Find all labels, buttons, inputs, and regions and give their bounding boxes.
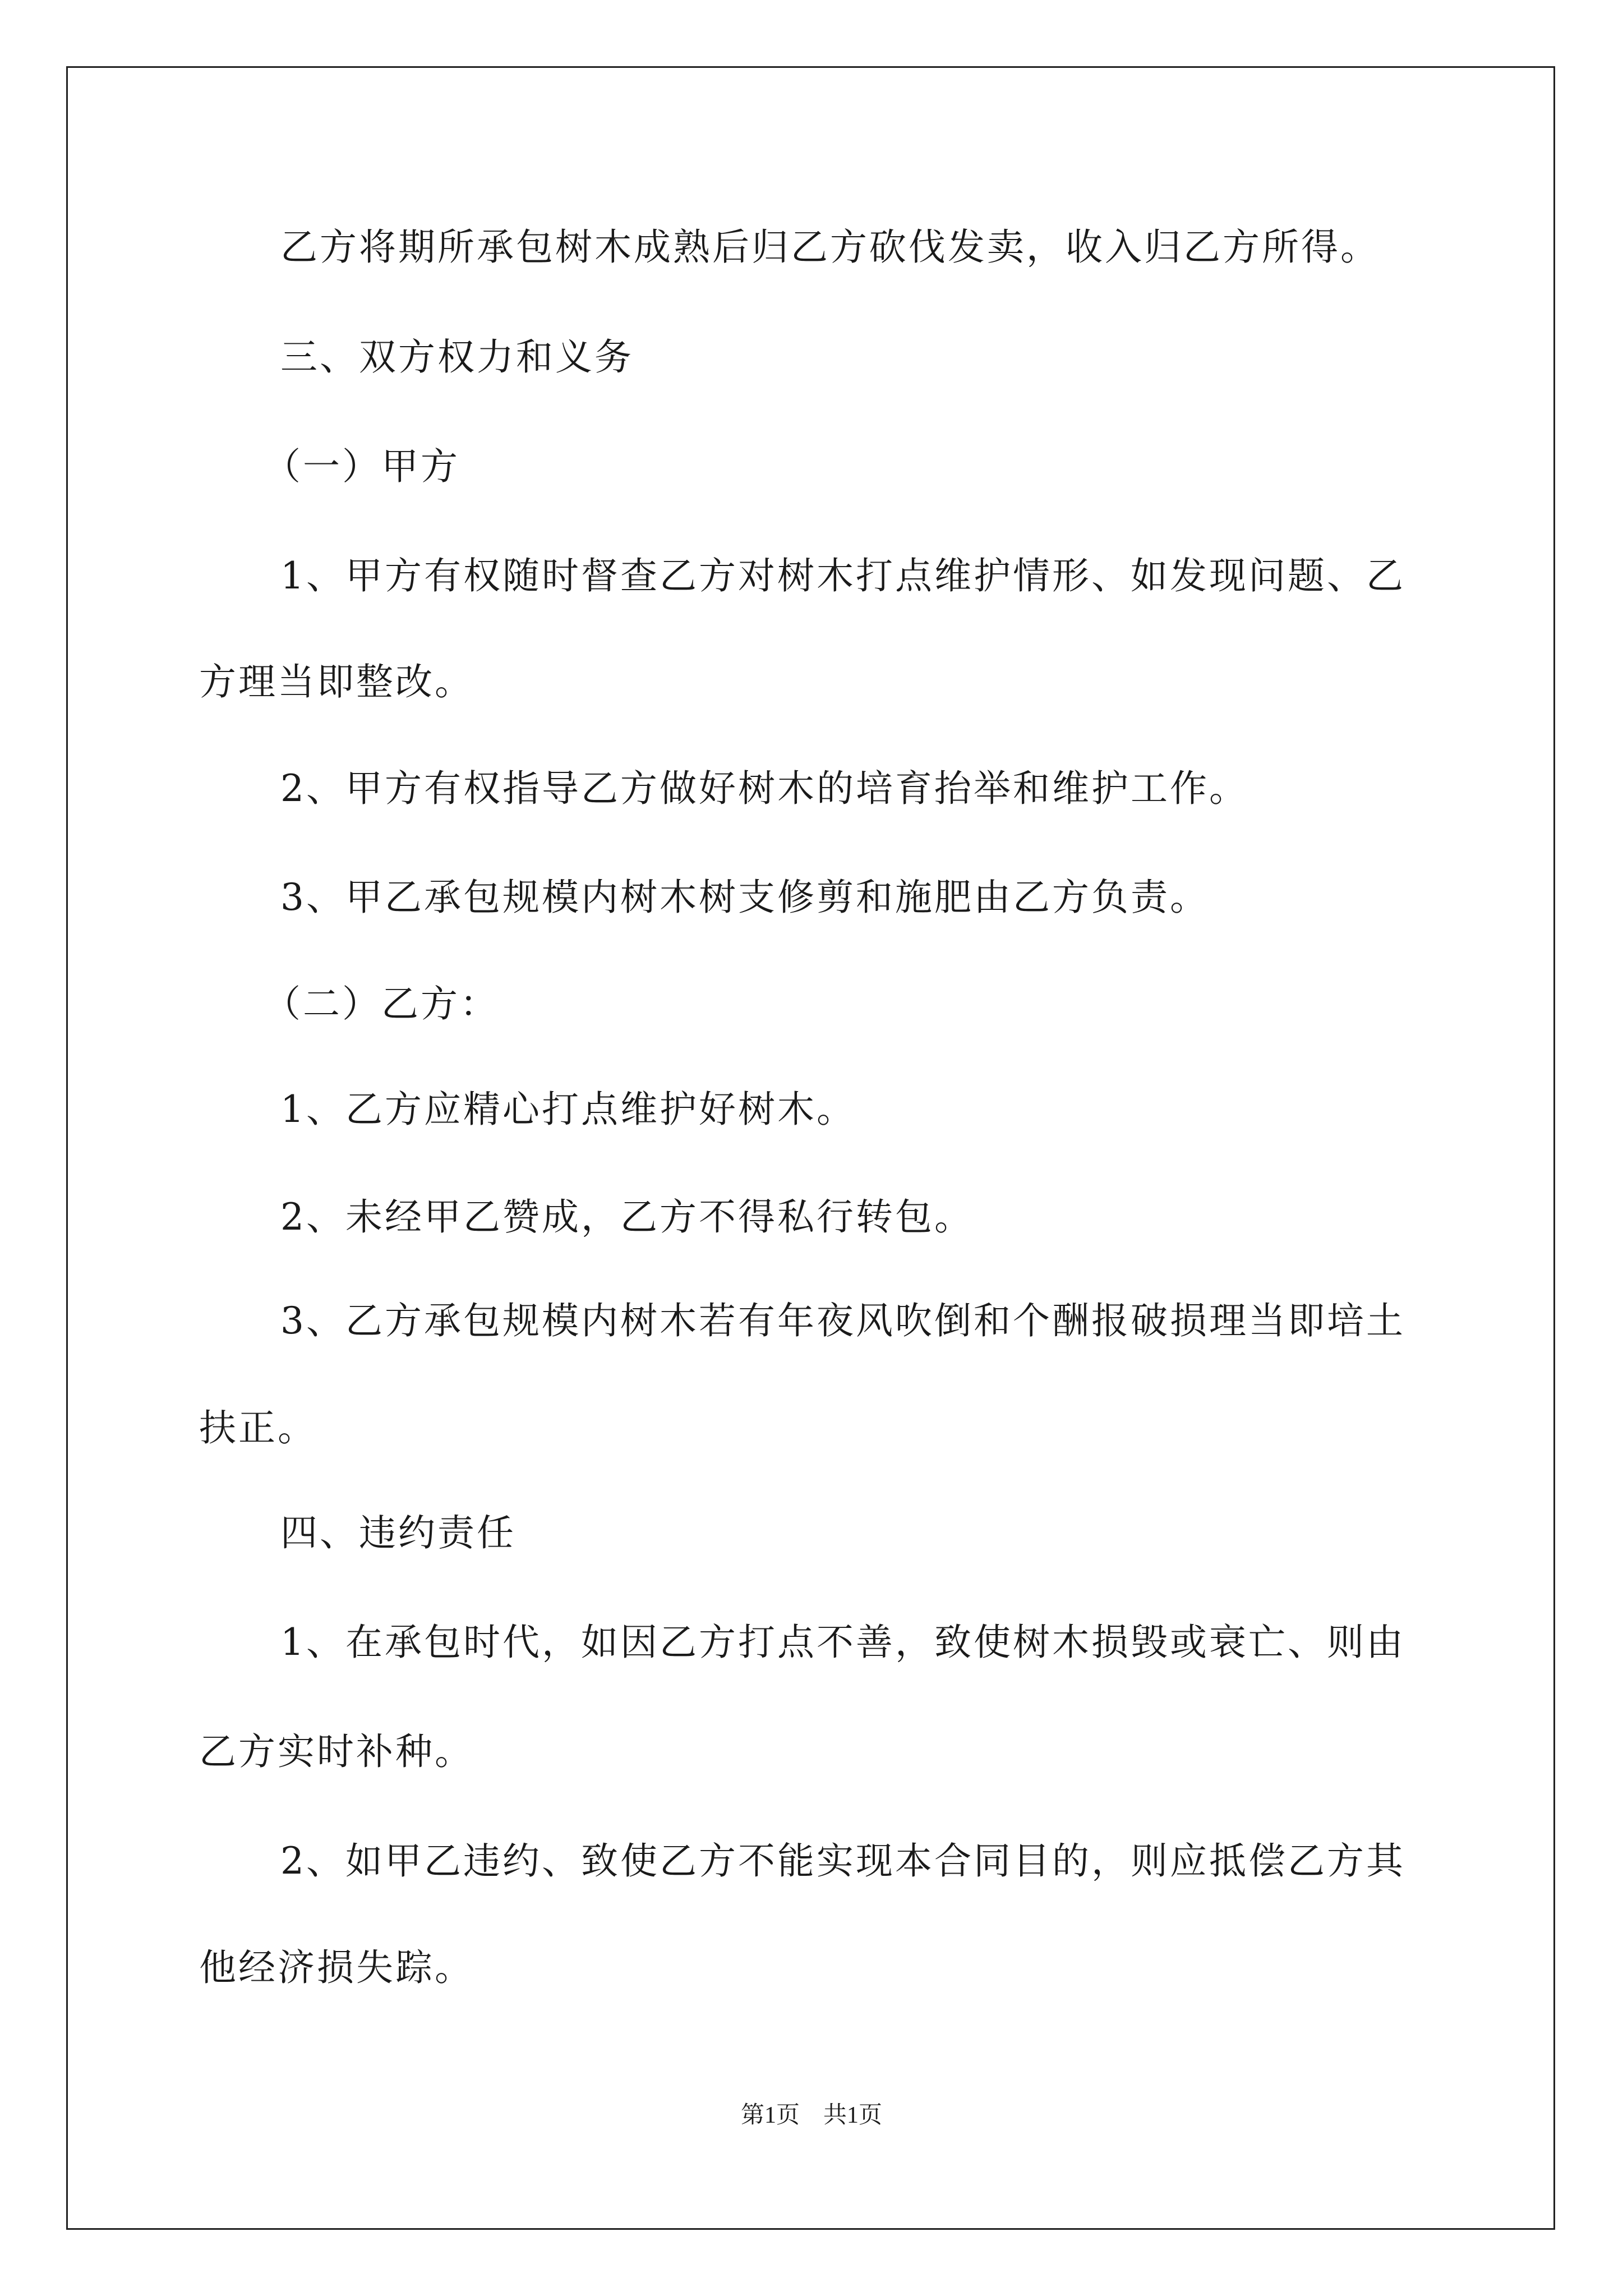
paragraph-line: 1、在承包时代，如因乙方打点不善，致使树木损毁或衰亡、则由 <box>280 1621 1405 1664</box>
paragraph-line: 1、乙方应精心打点维护好树木。 <box>280 1088 856 1131</box>
paragraph-line: 2、如甲乙违约、致使乙方不能实现本合同目的，则应抵偿乙方其 <box>280 1839 1405 1883</box>
paragraph-line: 2、未经甲乙赞成，乙方不得私行转包。 <box>280 1195 974 1239</box>
paragraph-line: 2、甲方有权指导乙方做好树木的培育抬举和维护工作。 <box>280 767 1248 810</box>
subsection-heading: （二）乙方： <box>264 982 499 1025</box>
page-border <box>66 66 1555 2230</box>
paragraph-line: 乙方实时补种。 <box>199 1730 474 1773</box>
paragraph-line: 乙方将期所承包树木成熟后归乙方砍伐发卖，收入归乙方所得。 <box>280 226 1380 269</box>
paragraph-line: 他经济损失踪。 <box>199 1946 474 1989</box>
paragraph-line: 3、乙方承包规模内树木若有年夜风吹倒和个酬报破损理当即培土 <box>280 1299 1405 1342</box>
section-heading: 四、违约责任 <box>280 1511 516 1554</box>
paragraph-line: 方理当即整改。 <box>199 660 474 703</box>
subsection-heading: （一）甲方 <box>264 445 460 488</box>
section-heading: 三、双方权力和义务 <box>280 335 634 379</box>
paragraph-line: 1、甲方有权随时督查乙方对树木打点维护情形、如发现问题、乙 <box>280 554 1405 597</box>
paragraph-line: 3、甲乙承包规模内树木树支修剪和施肥由乙方负责。 <box>280 876 1209 919</box>
paragraph-line: 扶正。 <box>199 1406 317 1450</box>
page-footer: 第1页 共1页 <box>740 2102 882 2128</box>
